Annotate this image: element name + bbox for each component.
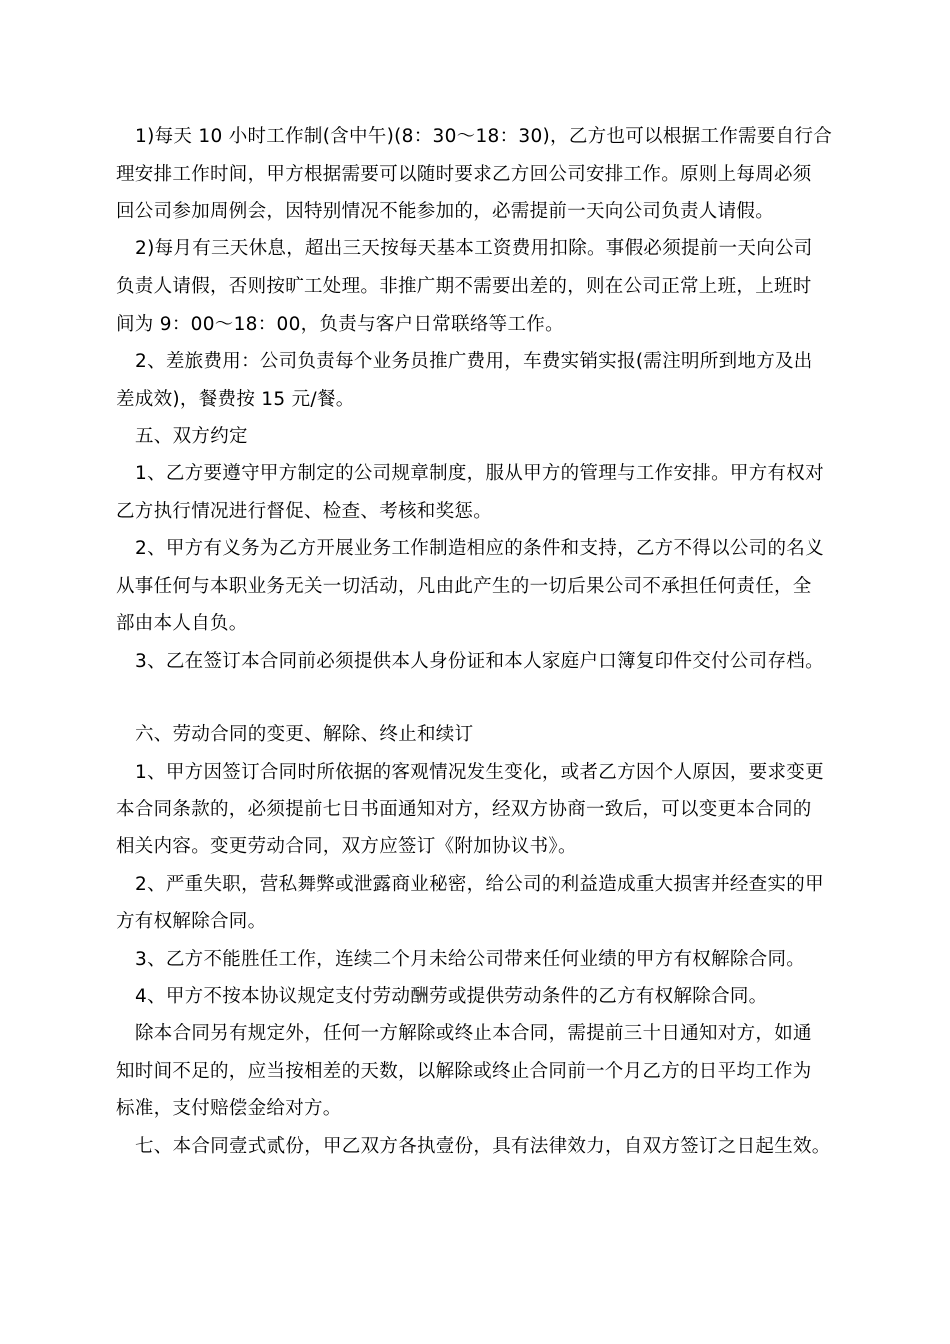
text-line: 2)每月有三天休息，超出三天按每天基本工资费用扣除。事假必须提前一天向公司 — [135, 238, 813, 259]
text-line: 1、乙方要遵守甲方制定的公司规章制度，服从甲方的管理与工作安排。甲方有权对 — [135, 463, 824, 484]
text-line: 负责人请假，否则按旷工处理。非推广期不需要出差的，则在公司正常上班，上班时 — [116, 276, 812, 297]
text-line: 3、乙在签订本合同前必须提供本人身份证和本人家庭户口簿复印件交付公司存档。 — [135, 651, 824, 672]
text-line: 间为 9：00～18：00，负责与客户日常联络等工作。 — [116, 314, 564, 335]
text-line: 4、甲方不按本协议规定支付劳动酬劳或提供劳动条件的乙方有权解除合同。 — [135, 986, 768, 1007]
text-line: 从事任何与本职业务无关一切活动，凡由此产生的一切后果公司不承担任何责任，全 — [116, 576, 812, 597]
text-line: 标准，支付赔偿金给对方。 — [116, 1098, 342, 1119]
text-line: 理安排工作时间，甲方根据需要可以随时要求乙方回公司安排工作。原则上每周必须 — [116, 164, 812, 185]
text-line: 1、甲方因签订合同时所依据的客观情况发生变化，或者乙方因个人原因，要求变更 — [135, 762, 824, 783]
text-line: 2、差旅费用：公司负责每个业务员推广费用，车费实销实报(需注明所到地方及出 — [135, 351, 813, 372]
section-heading: 五、双方约定 — [135, 426, 248, 447]
section-heading: 七、本合同壹式贰份，甲乙双方各执壹份，具有法律效力，自双方签订之日起生效。 — [135, 1136, 831, 1157]
text-line: 2、甲方有义务为乙方开展业务工作制造相应的条件和支持，乙方不得以公司的名义 — [135, 538, 824, 559]
text-line: 乙方执行情况进行督促、检查、考核和奖惩。 — [116, 501, 493, 522]
text-line: 相关内容。变更劳动合同，双方应签订《附加协议书》。 — [116, 836, 577, 857]
section-heading: 六、劳动合同的变更、解除、终止和续订 — [135, 724, 474, 745]
text-line: 部由本人自负。 — [116, 613, 248, 634]
text-line: 3、乙方不能胜任工作，连续二个月未给公司带来任何业绩的甲方有权解除合同。 — [135, 949, 806, 970]
text-line: 除本合同另有规定外，任何一方解除或终止本合同，需提前三十日通知对方，如通 — [135, 1023, 812, 1044]
text-line: 方有权解除合同。 — [116, 911, 267, 932]
text-line: 差成效)，餐费按 15 元/餐。 — [116, 389, 355, 410]
text-line: 回公司参加周例会，因特别情况不能参加的，必需提前一天向公司负责人请假。 — [116, 201, 775, 222]
text-line: 1)每天 10 小时工作制(含中午)(8：30～18：30)，乙方也可以根据工作需要自行合 — [135, 126, 833, 147]
text-line: 2、严重失职，营私舞弊或泄露商业秘密，给公司的利益造成重大损害并经查实的甲 — [135, 874, 824, 895]
text-line: 本合同条款的，必须提前七日书面通知对方，经双方协商一致后，可以变更本合同的 — [116, 799, 812, 820]
text-line: 知时间不足的，应当按相差的天数，以解除或终止合同前一个月乙方的日平均工作为 — [116, 1061, 812, 1082]
